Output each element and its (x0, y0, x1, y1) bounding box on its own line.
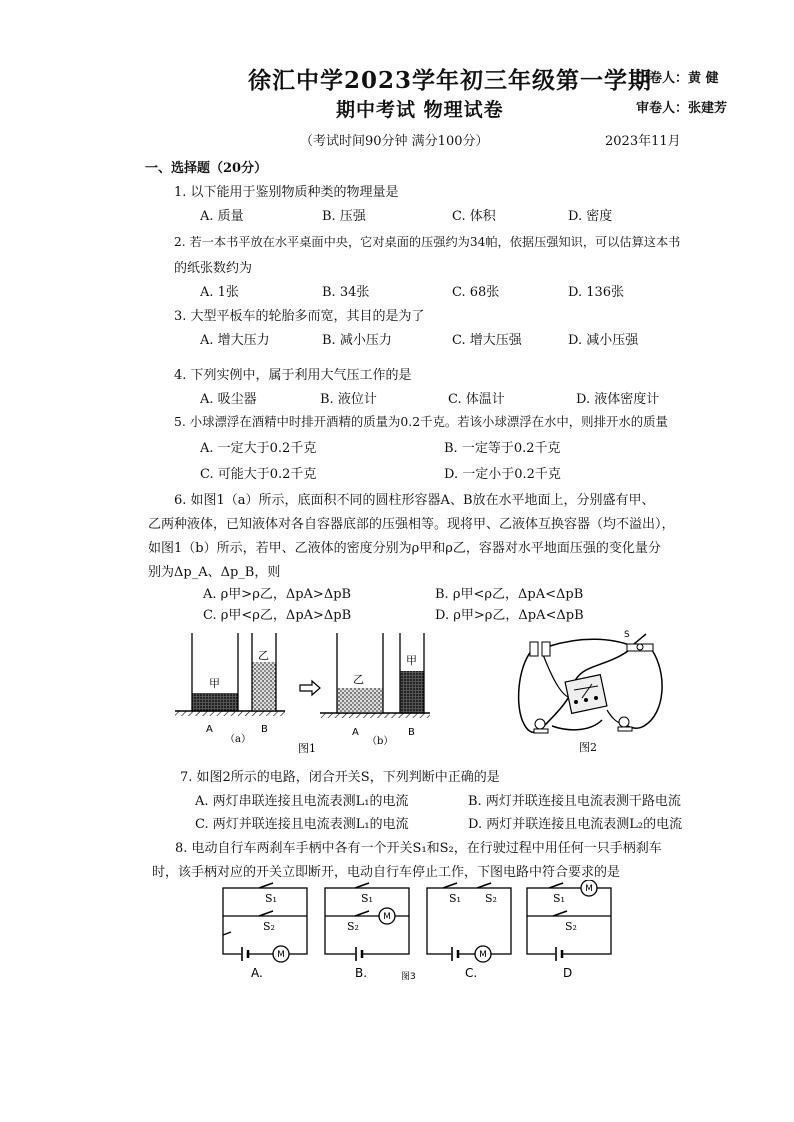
q1-stem: 1. 以下能用于鉴别物质种类的物理量是 (174, 185, 399, 200)
circuit-d-s1: S₁ (553, 892, 565, 905)
liquid-jia-a (192, 693, 238, 711)
q1-option-b[interactable]: B. 压强 (322, 209, 366, 224)
q2-option-d[interactable]: D. 136张 (568, 285, 625, 300)
q7-stem: 7. 如图2所示的电路，闭合开关S，下列判断中正确的是 (180, 770, 500, 785)
q5-stem: 5. 小球漂浮在酒精中时排开酒精的质量为0.2千克。若该小球漂浮在水中，则排开水的质量 (174, 414, 668, 429)
q7-option-d[interactable]: D. 两灯并联连接且电流表测L₂的电流 (468, 817, 683, 832)
label-jia-a: 甲 (209, 677, 220, 690)
lamp-holder-2-icon (542, 642, 550, 656)
label-yi-b: 乙 (353, 673, 364, 686)
q1-option-c[interactable]: C. 体积 (452, 209, 496, 224)
q4-stem: 4. 下列实例中，属于利用大气压工作的是 (174, 368, 412, 383)
label-container-a2: A (352, 727, 359, 738)
q6-stem-line2: 乙两种液体，已知液体对各自容器底部的压强相等。现将甲、乙液体互换容器（均不溢出）， (148, 517, 675, 532)
circuit-c-label: C. (465, 966, 478, 980)
label-sub-b: （b） (367, 736, 394, 747)
q2-option-a[interactable]: A. 1张 (200, 285, 239, 300)
exam-subtitle: 期中考试 物理试卷 (336, 99, 504, 121)
label-yi-a: 乙 (258, 649, 269, 662)
figure-2 (512, 628, 672, 758)
label-sub-a: （a） (225, 734, 251, 745)
circuit-b-label: B. (355, 966, 368, 980)
q8-stem-line1: 8. 电动自行车两刹车手柄中各有一个开关S₁和S₂，在行驶过程中用任何一只手柄刹车 (175, 841, 662, 856)
q2-stem-line2: 的纸张数约为 (174, 261, 253, 276)
lamp-l2-icon (619, 717, 629, 727)
q3-option-a[interactable]: A. 增大压力 (200, 333, 270, 348)
q4-option-b[interactable]: B. 液位计 (320, 392, 377, 407)
q6-option-c[interactable]: C. ρ甲<ρ乙，ΔpA>ΔpB (203, 608, 352, 623)
circuit-a-s1: S₁ (265, 892, 277, 905)
q3-stem: 3. 大型平板车的轮胎多而宽，其目的是为了 (174, 309, 425, 324)
motor-d-label: M (585, 884, 593, 894)
reviewer: 审卷人：张建芳 (636, 101, 728, 116)
label-jia-b: 甲 (406, 654, 417, 667)
q5-option-d[interactable]: D. 一定小于0.2千克 (444, 467, 561, 482)
motor-a-label: M (277, 950, 285, 960)
circuit-d-s2: S₂ (565, 920, 577, 933)
q4-option-d[interactable]: D. 液体密度计 (576, 392, 660, 407)
circuit-c-s2: S₂ (485, 892, 497, 905)
q6-stem-line3: 如图1（b）所示，若甲、乙液体的密度分别为ρ甲和ρ乙，容器对水平地面压强的变化量分 (148, 541, 661, 556)
q4-option-a[interactable]: A. 吸尘器 (200, 392, 257, 407)
exam-date: 2023年11月 (605, 134, 681, 149)
exam-title: 徐汇中学2023学年初三年级第一学期 (248, 67, 653, 94)
circuit-b-s2: S₂ (347, 920, 359, 933)
label-container-b: B (261, 724, 268, 735)
figure-1-caption: 图1 (298, 742, 316, 755)
q1-option-d[interactable]: D. 密度 (568, 209, 613, 224)
q2-option-c[interactable]: C. 68张 (452, 285, 500, 300)
q5-option-c[interactable]: C. 可能大于0.2千克 (200, 467, 317, 482)
q6-stem-line4: 别为Δp_A、Δp_B，则 (148, 565, 281, 580)
q1-option-a[interactable]: A. 质量 (200, 209, 244, 224)
circuit-c (427, 883, 511, 954)
motor-c-label: M (479, 950, 487, 960)
motor-b-label: M (383, 912, 391, 922)
q5-option-a[interactable]: A. 一定大于0.2千克 (200, 441, 317, 456)
ammeter-icon (565, 675, 607, 714)
circuit-c-s1: S₁ (449, 892, 461, 905)
q2-stem-line1: 2. 若一本书平放在水平桌面中央，它对桌面的压强约为34帕，依据压强知识，可以估算这本书 (174, 235, 681, 249)
q8-stem-line2: 时，该手柄对应的开关立即断开，电动自行车停止工作，下图电路中符合要求的是 (152, 865, 621, 880)
exam-info: （考试时间90分钟 满分100分） (300, 134, 489, 149)
label-container-a: A (206, 724, 213, 735)
circuit-d (527, 883, 611, 954)
circuit-d-label: D (563, 966, 573, 980)
q4-option-c[interactable]: C. 体温计 (448, 392, 505, 407)
q6-stem-line1: 6. 如图1（a）所示，底面积不同的圆柱形容器A、B放在水平地面上，分别盛有甲、 (174, 493, 655, 508)
q6-option-a[interactable]: A. ρ甲>ρ乙，ΔpA>ΔpB (203, 587, 352, 602)
circuit-a-label: A. (251, 966, 263, 980)
q3-option-d[interactable]: D. 减小压强 (568, 333, 639, 348)
circuit-b-s1: S₁ (361, 892, 373, 905)
figure-3-caption: 图3 (401, 972, 416, 980)
figure-2-caption: 图2 (579, 741, 597, 754)
author: 出卷人：黄 健 (636, 71, 719, 86)
lamp-l1-icon (535, 719, 545, 729)
q7-option-a[interactable]: A. 两灯串联连接且电流表测L₁的电流 (195, 794, 409, 809)
circuit-a-s2: S₂ (263, 920, 275, 933)
liquid-jia-b (400, 671, 424, 713)
q6-option-d[interactable]: D. ρ甲>ρ乙，ΔpA<ΔpB (435, 608, 584, 623)
liquid-yi-a (252, 662, 276, 711)
q7-option-c[interactable]: C. 两灯并联连接且电流表测L₁的电流 (195, 817, 409, 832)
q6-option-b[interactable]: B. ρ甲<ρ乙，ΔpA<ΔpB (435, 587, 584, 602)
arrow-icon (300, 681, 320, 695)
liquid-yi-b (337, 688, 383, 713)
q2-option-b[interactable]: B. 34张 (322, 285, 370, 300)
q5-option-b[interactable]: B. 一定等于0.2千克 (444, 441, 561, 456)
q7-option-b[interactable]: B. 两灯并联连接且电流表测干路电流 (468, 794, 681, 809)
figure-3 (215, 880, 625, 980)
q3-option-b[interactable]: B. 减小压力 (322, 333, 392, 348)
section-title: 一、选择题（20分） (145, 161, 268, 176)
label-container-b2: B (408, 727, 415, 738)
figure-1 (170, 628, 460, 758)
switch-label: S (624, 630, 630, 640)
q3-option-c[interactable]: C. 增大压强 (452, 333, 522, 348)
lamp-holder-1-icon (530, 642, 538, 656)
